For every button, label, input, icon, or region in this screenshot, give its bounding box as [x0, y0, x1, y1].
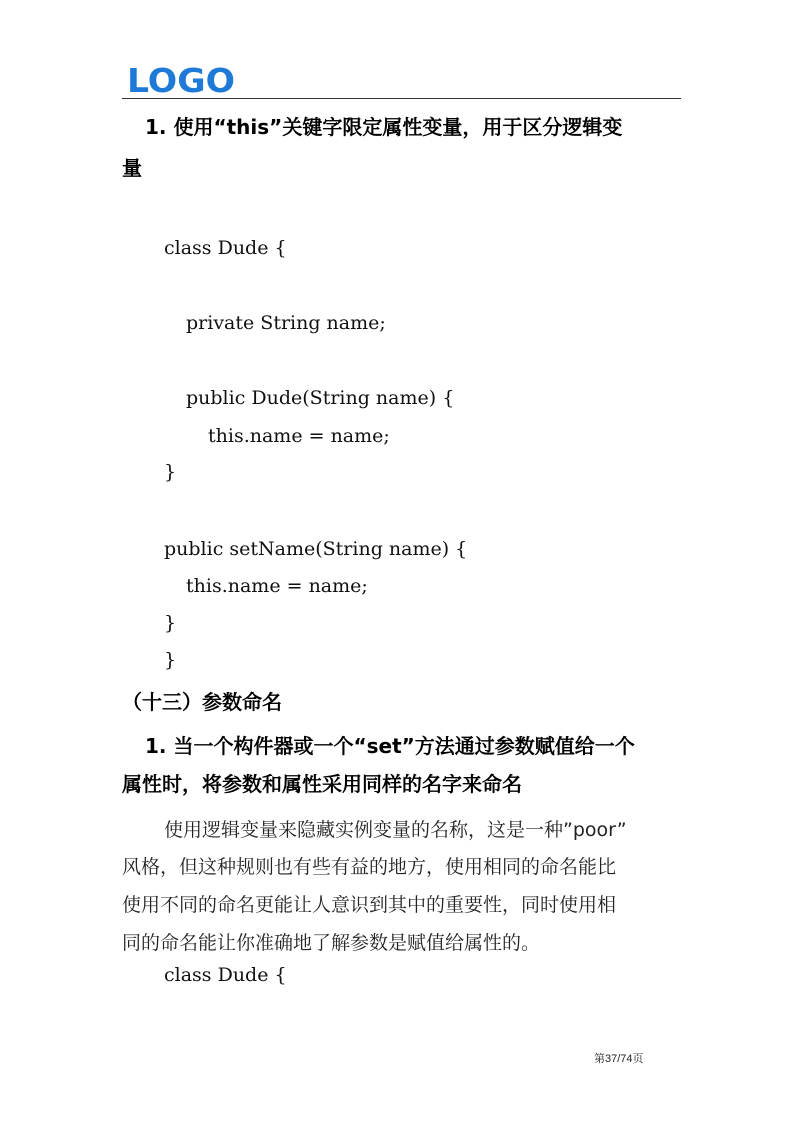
heading-this-keyword-line1: 1. 使用“this”关键字限定属性变量，用于区分逻辑变 — [145, 115, 623, 139]
paragraph-line: 风格，但这种规则也有些有益的地方，使用相同的命名能比 — [122, 856, 617, 878]
code-line: } — [164, 461, 177, 483]
code-line: class Dude { — [164, 964, 287, 986]
page-number: 第37/74页 — [594, 1053, 644, 1065]
code-line: this.name = name; — [186, 575, 368, 597]
code-line: private String name; — [186, 312, 386, 334]
code-line: } — [164, 649, 177, 671]
code-line: public Dude(String name) { — [186, 387, 455, 409]
heading-parameter-naming-line2: 属性时，将参数和属性采用同样的名字来命名 — [122, 772, 522, 796]
code-line: public setName(String name) { — [164, 538, 468, 560]
code-line: } — [164, 612, 177, 634]
section-title-parameter-naming: （十三）参数命名 — [122, 690, 282, 714]
paragraph-line: 同的命名能让你准确地了解参数是赋值给属性的。 — [122, 932, 541, 954]
logo — [127, 62, 237, 96]
heading-this-keyword-line2: 量 — [122, 156, 142, 180]
paragraph-line: 使用逻辑变量来隐藏实例变量的名称，这是一种”poor” — [164, 819, 627, 841]
code-line: this.name = name; — [208, 425, 390, 447]
code-line: class Dude { — [164, 237, 287, 259]
paragraph-line: 使用不同的命名更能让人意识到其中的重要性，同时使用相 — [122, 894, 617, 916]
logo-text: LOGO — [127, 62, 235, 96]
heading-parameter-naming-line1: 1. 当一个构件器或一个“set”方法通过参数赋值给一个 — [145, 734, 635, 758]
header-rule — [122, 98, 681, 99]
